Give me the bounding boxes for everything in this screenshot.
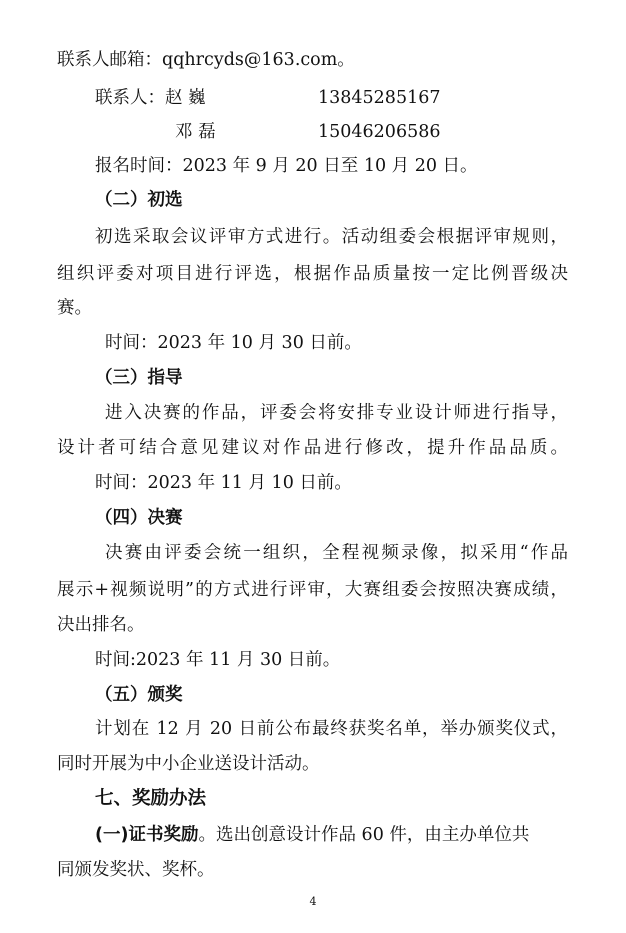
section-time: 时间：2023 年 11 月 10 日前。 — [95, 473, 352, 493]
section-text-line: 同时开展为中小企业送设计活动。 — [57, 754, 320, 774]
contact-person-1: 联系人：赵 巍 — [95, 88, 206, 108]
section-text-line: 决出排名。 — [57, 615, 145, 635]
section-text-line: 组织评委对项目进行评选，根据作品质量按一定比例晋级决 — [57, 264, 568, 284]
section-text-line: 赛。 — [57, 298, 92, 318]
section-text-line: 决赛由评委会统一组织，全程视频录像，拟采用“作品 — [105, 543, 568, 563]
section-text-line: 设计者可结合意见建议对作品进行修改，提升作品品质。 — [57, 438, 568, 458]
section-text-line: 展示+视频说明”的方式进行评审，大赛组委会按照决赛成绩， — [57, 580, 568, 600]
section-heading-rewards: 七、奖励办法 — [95, 788, 207, 809]
reward-item-1 — [95, 822, 529, 848]
section-text-line: 进入决赛的作品，评委会将安排专业设计师进行指导， — [105, 403, 568, 423]
contact-person-2-phone: 15046206586 — [318, 122, 441, 142]
section-heading-preliminary: （二）初选 — [95, 190, 183, 210]
reward-item-1-title: (一)证书奖励 — [95, 825, 199, 845]
contact-email-line: 联系人邮箱：qqhrcyds@163.com。 — [57, 50, 355, 70]
reward-item-1-text: 。选出创意设计作品 60 件，由主办单位共 — [198, 825, 530, 845]
reward-item-1-line2: 同颁发奖状、奖杯。 — [57, 860, 215, 880]
contact-person-2: 邓 磊 — [175, 122, 216, 142]
section-text-line: 计划在 12 月 20 日前公布最终获奖名单，举办颁奖仪式， — [95, 719, 568, 739]
section-text-line: 初选采取会议评审方式进行。活动组委会根据评审规则， — [95, 227, 568, 247]
section-heading-guidance: （三）指导 — [95, 368, 183, 388]
page-number: 4 — [309, 895, 317, 908]
registration-time: 报名时间：2023 年 9 月 20 日至 10 月 20 日。 — [95, 156, 478, 176]
section-heading-awards: （五）颁奖 — [95, 685, 183, 705]
contact-person-1-phone: 13845285167 — [318, 88, 441, 108]
section-time: 时间：2023 年 10 月 30 日前。 — [105, 333, 362, 353]
section-heading-final: （四）决赛 — [95, 508, 183, 528]
section-time: 时间:2023 年 11 月 30 日前。 — [95, 650, 341, 670]
